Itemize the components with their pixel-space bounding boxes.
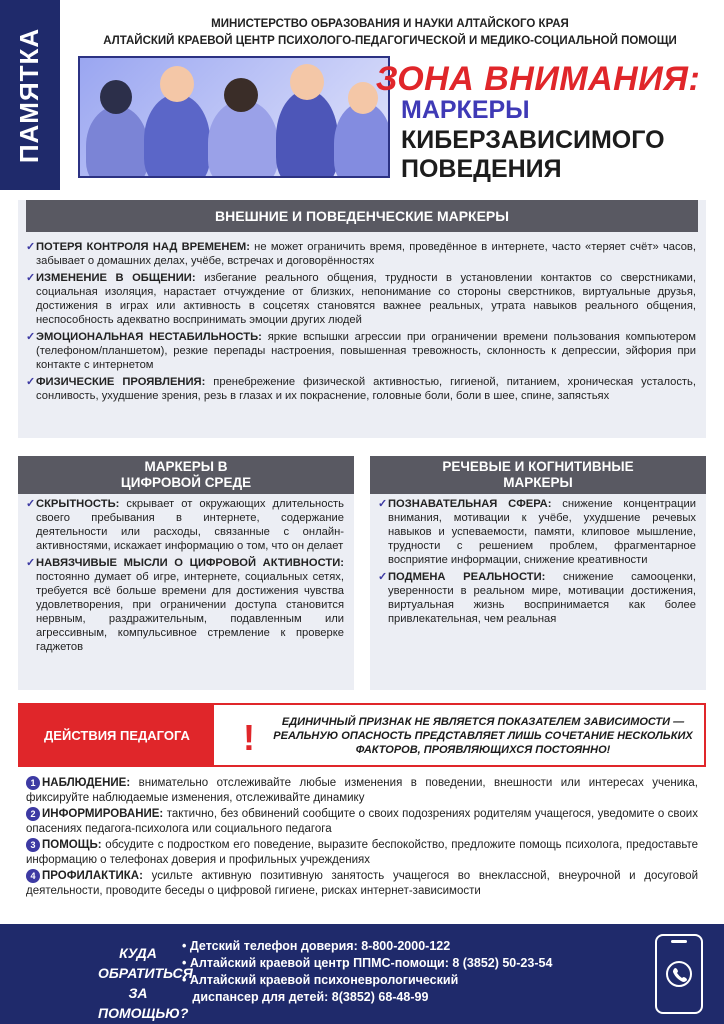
warning-text: ЕДИНИЧНЫЙ ПРИЗНАК НЕ ЯВЛЯЕТСЯ ПОКАЗАТЕЛЕМ ЗАВИСИМОСТИ — РЕАЛЬНУЮ ОПАСНОСТЬ ПРЕДСТАВЛЯЕТ ЛИШЬ СОЧЕТАНИЕ НЕСКОЛЬКИХ ФАКТОРОВ, ПРОЯВЛЯЮЩИХСЯ ПОСТОЯННО! (273, 716, 693, 756)
help-footer (0, 924, 724, 1024)
contact-item: • Алтайский краевой центр ППМС-помощи: 8 (3852) 50-23-54 (182, 956, 553, 970)
action-step: 2 ИНФОРМИРОВАНИЕ: тактично, без обвинений сообщите о своих подозрениях родителям учащегося, уведомите о своих опасениях педагога-психолога или социального педагога (26, 808, 698, 835)
smartphone-icon (655, 934, 703, 1014)
title-markers: МАРКЕРЫ (401, 96, 530, 124)
marker-item: ✓ ФИЗИЧЕСКИЕ ПРОЯВЛЕНИЯ: пренебрежение физической активностью, гигиеной, питанием, хроническая усталость, сонливость, ухудшение зрения, резь в глазах и их покраснение, головные боли, боли в шее, спине, запястьях (26, 376, 696, 402)
checkmark-icon: ✓ (378, 571, 388, 583)
title-zone: ЗОНА ВНИМАНИЯ: (375, 60, 701, 98)
marker-item: ✓ ПОЗНАВАТЕЛЬНАЯ СФЕРА: снижение концентрации внимания, мотивации к учёбе, ухудшение речевых навыков и успеваемости, памяти, клиповое мышление, трудности с решением проблем, фрагментарное восприятие информации, снижение креативности (378, 498, 697, 566)
person-head (290, 64, 324, 100)
checkmark-icon: ✓ (26, 376, 36, 388)
side-band (0, 0, 60, 190)
person-figure (144, 94, 210, 178)
action-step: 1 НАБЛЮДЕНИЕ: внимательно отслеживайте любые изменения в поведении, внешности или интересах ученика, фиксируйте наблюдаемые изменения, отслеживайте динамику (26, 777, 698, 804)
action-step: 4 ПРОФИЛАКТИКА: усильте активную позитивную занятость учащегося во внеклассной, внеурочной и досуговой деятельности, проводите беседы о цифровой гигиене, рисках интернет-зависимости (26, 870, 698, 897)
organization-header (90, 16, 690, 50)
checkmark-icon: ✓ (26, 557, 36, 569)
checkmark-icon: ✓ (26, 498, 36, 510)
person-head (160, 66, 194, 102)
action-steps (26, 776, 698, 898)
hero-illustration (78, 56, 390, 178)
person-head (100, 80, 132, 114)
contact-item: • Детский телефон доверия: 8-800-2000-122 (182, 939, 451, 953)
step-number-icon: 3 (26, 838, 40, 852)
section-header-digital: МАРКЕРЫ В ЦИФРОВОЙ СРЕДЕ (18, 456, 354, 494)
step-number-icon: 4 (26, 869, 40, 883)
marker-item: ✓ СКРЫТНОСТЬ: скрывает от окружающих длительность своего пребывания в интернете, содержание деятельности или расходы, связанные с онлайн-активностями, искажает информацию о том, что он делает (26, 498, 344, 552)
section-header-cognitive: РЕЧЕВЫЕ И КОГНИТИВНЫЕ МАРКЕРЫ (370, 456, 706, 494)
panel-behavioral-markers (18, 200, 706, 438)
teacher-actions-label: ДЕЙСТВИЯ ПЕДАГОГА (20, 705, 214, 765)
step-number-icon: 2 (26, 807, 40, 821)
teacher-actions-banner (18, 703, 706, 767)
contact-list (182, 938, 642, 1006)
side-label: ПАМЯТКА (14, 27, 45, 163)
panel-digital-markers (18, 456, 354, 690)
person-figure (276, 90, 338, 178)
title-subject (401, 126, 665, 184)
contact-item: диспансер для детей: 8(3852) 68-48-99 (182, 990, 429, 1004)
title-line-behavior: ПОВЕДЕНИЯ (401, 155, 562, 183)
marker-item: ✓ ИЗМЕНЕНИЕ В ОБЩЕНИИ: избегание реального общения, трудности в установлении контактов со сверстниками, социальная изоляция, нарастает отчуждение от близких, непонимание со стороны сверстников, виртуальные друзья, достижения в играх или активность в соцсетях становятся важнее реальных, утрата навыков реального общения, неспособность адекватно воспринимать эмоции других людей (26, 272, 696, 326)
checkmark-icon: ✓ (26, 331, 36, 343)
marker-item: ✓ ПОДМЕНА РЕАЛЬНОСТИ: снижение самооценки, уверенности в реальном мире, мотивации достижения, виртуальная жизнь воспринимается как более привлекательная, чем реальная (378, 571, 696, 625)
checkmark-icon: ✓ (378, 498, 388, 510)
step-number-icon: 1 (26, 776, 40, 790)
panel-cognitive-markers (370, 456, 706, 690)
title-line-cyber: КИБЕРЗАВИСИМОГО (401, 126, 665, 154)
marker-item: ✓ ПОТЕРЯ КОНТРОЛЯ НАД ВРЕМЕНЕМ: не может ограничить время, проведённое в интернете, часто «теряет счёт» часов, забывает о домашних делах, учёбе, встречах и договорённостях (26, 241, 696, 267)
org-line-1: МИНИСТЕРСТВО ОБРАЗОВАНИЯ И НАУКИ АЛТАЙСКОГО КРАЯ (211, 18, 569, 30)
section-header-behavioral: ВНЕШНИЕ И ПОВЕДЕНЧЕСКИЕ МАРКЕРЫ (26, 200, 698, 232)
contact-item: • Алтайский краевой психоневрологический (182, 973, 459, 987)
phone-call-icon (657, 936, 701, 1012)
person-head (224, 78, 258, 112)
help-heading: КУДА ОБРАТИТЬСЯ ЗА ПОМОЩЬЮ? (98, 945, 193, 1021)
action-step: 3 ПОМОЩЬ: обсудите с подростком его поведение, выразите беспокойство, предложите помощь психолога, предоставьте информацию о телефонах доверия и профильных учреждениях (26, 839, 698, 866)
checkmark-icon: ✓ (26, 272, 36, 284)
exclamation-icon: ! (243, 717, 255, 758)
person-figure (86, 106, 148, 178)
checkmark-icon: ✓ (26, 241, 36, 253)
marker-item: ✓ НАВЯЗЧИВЫЕ МЫСЛИ О ЦИФРОВОЙ АКТИВНОСТИ: постоянно думает об игре, интернете, социальных сетях, требуется всё больше времени для достижения чувства удовлетворения, при ограничении доступа становится нервным, раздражительным, подавленным или агрессивным, компульсивное стремление к проверке гаджетов (26, 557, 344, 653)
org-line-2: АЛТАЙСКИЙ КРАЕВОЙ ЦЕНТР ПСИХОЛОГО-ПЕДАГОГИЧЕСКОЙ И МЕДИКО-СОЦИАЛЬНОЙ ПОМОЩИ (103, 35, 677, 47)
marker-item: ✓ ЭМОЦИОНАЛЬНАЯ НЕСТАБИЛЬНОСТЬ: яркие вспышки агрессии при ограничении времени пользования компьютером (телефоном/планшетом), резкие перепады настроения, повышенная тревожность, склонность к депрессии, эйфория при контакте с интернетом (26, 331, 696, 371)
